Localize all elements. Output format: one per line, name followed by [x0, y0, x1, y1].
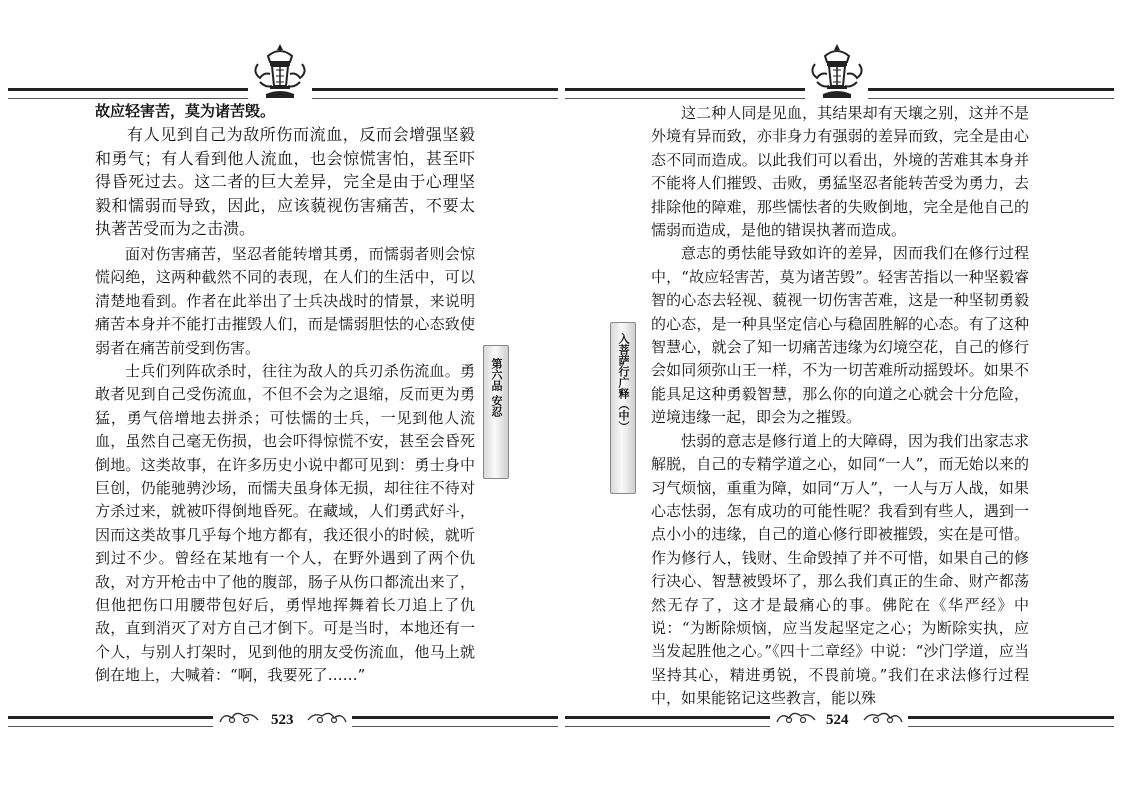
cloud-ornament-icon [775, 708, 817, 728]
left-text-column [95, 100, 475, 688]
header-rule-left [8, 88, 248, 99]
cloud-ornament-icon [218, 708, 260, 728]
header-rule-right [868, 88, 1114, 99]
paragraph: 怯弱的意志是修行道上的大障碍，因为我们出家志求解脱，自己的专精学道之心，如同“一人”，而无始以来的习气烦恼，重重为障，如同“万人”，一人与万人战，如果心志怯弱，怎有成功的可能性呢？我看到有些人，遇到一点小小的违缘，自己的道心修行即被摧毁，实在是可惜。作为修行人，钱财、生命毁掉了并不可惜，如果自己的修行决心、智慧被毁坏了，那么我们真正的生命、财产都荡然无存了，这才是最痛心的事。佛陀在《华严经》中说：“为断除烦恼，应当发起坚定之心；为断除实执，应当发起胜他之心。”《四十二章经》中说：“沙门学道，应当坚持其心，精进勇锐，不畏前境。”我们在求法修行过程中，如果能铭记这些教言，能以殊 [651, 431, 1029, 708]
footer-rule-left [8, 716, 213, 727]
book-side-tab [610, 322, 636, 494]
cloud-ornament-icon [306, 708, 348, 728]
verse-quote: 故应轻害苦，莫为诸苦毁。 [95, 102, 276, 120]
page-number: 523 [271, 712, 294, 728]
paragraph: 有人见到自己为敌所伤而流血，反而会增强坚毅和勇气；有人看到他人流血，也会惊慌害怕，甚至吓得昏死过去。这二者的巨大差异，完全是由于心理坚毅和懦弱而导致，因此，应该藐视伤害痛苦，不要太执著苦受而为之击溃。 [95, 125, 475, 239]
footer-rule-right [352, 716, 558, 727]
dharma-crest-icon [807, 42, 867, 102]
side-tab-label: 入菩萨行广释（中） [617, 333, 630, 432]
page-number: 524 [826, 712, 849, 728]
paragraph: 意志的勇怯能导致如许的差异，因而我们在修行过程中，“故应轻害苦，莫为诸苦毁”。轻害苦指以一种坚毅睿智的心态去轻视、藐视一切伤害苦难，这是一种坚韧勇毅的心态，是一种具坚定信心与稳固胜解的心态。有了这种智慧心，就会了知一切痛苦违缘为幻境空花，自己的修行会如同须弥山王一样，不为一切苦难所动摇毁坏。如果不能具足这种勇毅智慧，那么你的向道之心就会十分危险，逆境违缘一起，即会为之摧毁。 [651, 244, 1029, 427]
chapter-side-tab [483, 345, 509, 479]
paragraph: 面对伤害痛苦，坚忍者能转增其勇，而懦弱者则会惊慌闷绝，这两种截然不同的表现，在人们的生活中，可以清楚地看到。作者在此举出了士兵决战时的情景，来说明痛苦本身并不能打击摧毁人们，而是懦弱胆怯的心态致使弱者在痛苦前受到伤害。 [95, 244, 475, 357]
cloud-ornament-icon [862, 708, 904, 728]
side-tab-label: 第六品 安忍 [490, 358, 503, 417]
footer-rule-right [908, 716, 1114, 727]
right-page [562, 0, 1123, 794]
dharma-crest-icon [250, 42, 310, 102]
paragraph: 这二种人同是见血，其结果却有天壤之别，这并不是外境有异而致，亦非身力有强弱的差异而致，完全是由心态不同而造成。以此我们可以看出，外境的苦难其本身并不能将人们摧毁、击败，勇猛坚忍者能转苦受为勇力，去排除他的障难，那些懦怯者的失败倒地，完全是他自己的懦弱而造成，是他的错误执著而造成。 [651, 104, 1029, 240]
header-rule-right [312, 88, 558, 99]
right-text-column [651, 102, 1029, 711]
paragraph: 士兵们列阵砍杀时，往往为敌人的兵刃杀伤流血。勇敢者见到自己受伤流血，不但不会为之退缩，反而更为勇猛，勇气倍增地去拼杀；可怯懦的士兵，一见到他人流血，虽然自己毫无伤损，也会吓得惊慌不安，甚至会昏死倒地。这类故事，在许多历史小说中都可见到：勇士身中巨创，仍能驰骋沙场，而懦夫虽身体无损，却往往不待对方杀过来，就被吓得倒地昏死。在藏域，人们勇武好斗，因而这类故事几乎每个地方都有，我还很小的时候，就听到过不少。曾经在某地有一个人，在野外遇到了两个仇敌，对方开枪击中了他的腹部，肠子从伤口都流出来了，但他把伤口用腰带包好后，勇悍地挥舞着长刀追上了仇敌，直到消灭了对方自己才倒下。可是当时，本地还有一个人，与别人打架时，见到他的朋友受伤流血，他马上就倒在地上，大喊着：“啊，我要死了……” [95, 361, 475, 685]
left-page [0, 0, 561, 794]
header-rule-left [565, 88, 805, 99]
footer-rule-left [565, 716, 770, 727]
